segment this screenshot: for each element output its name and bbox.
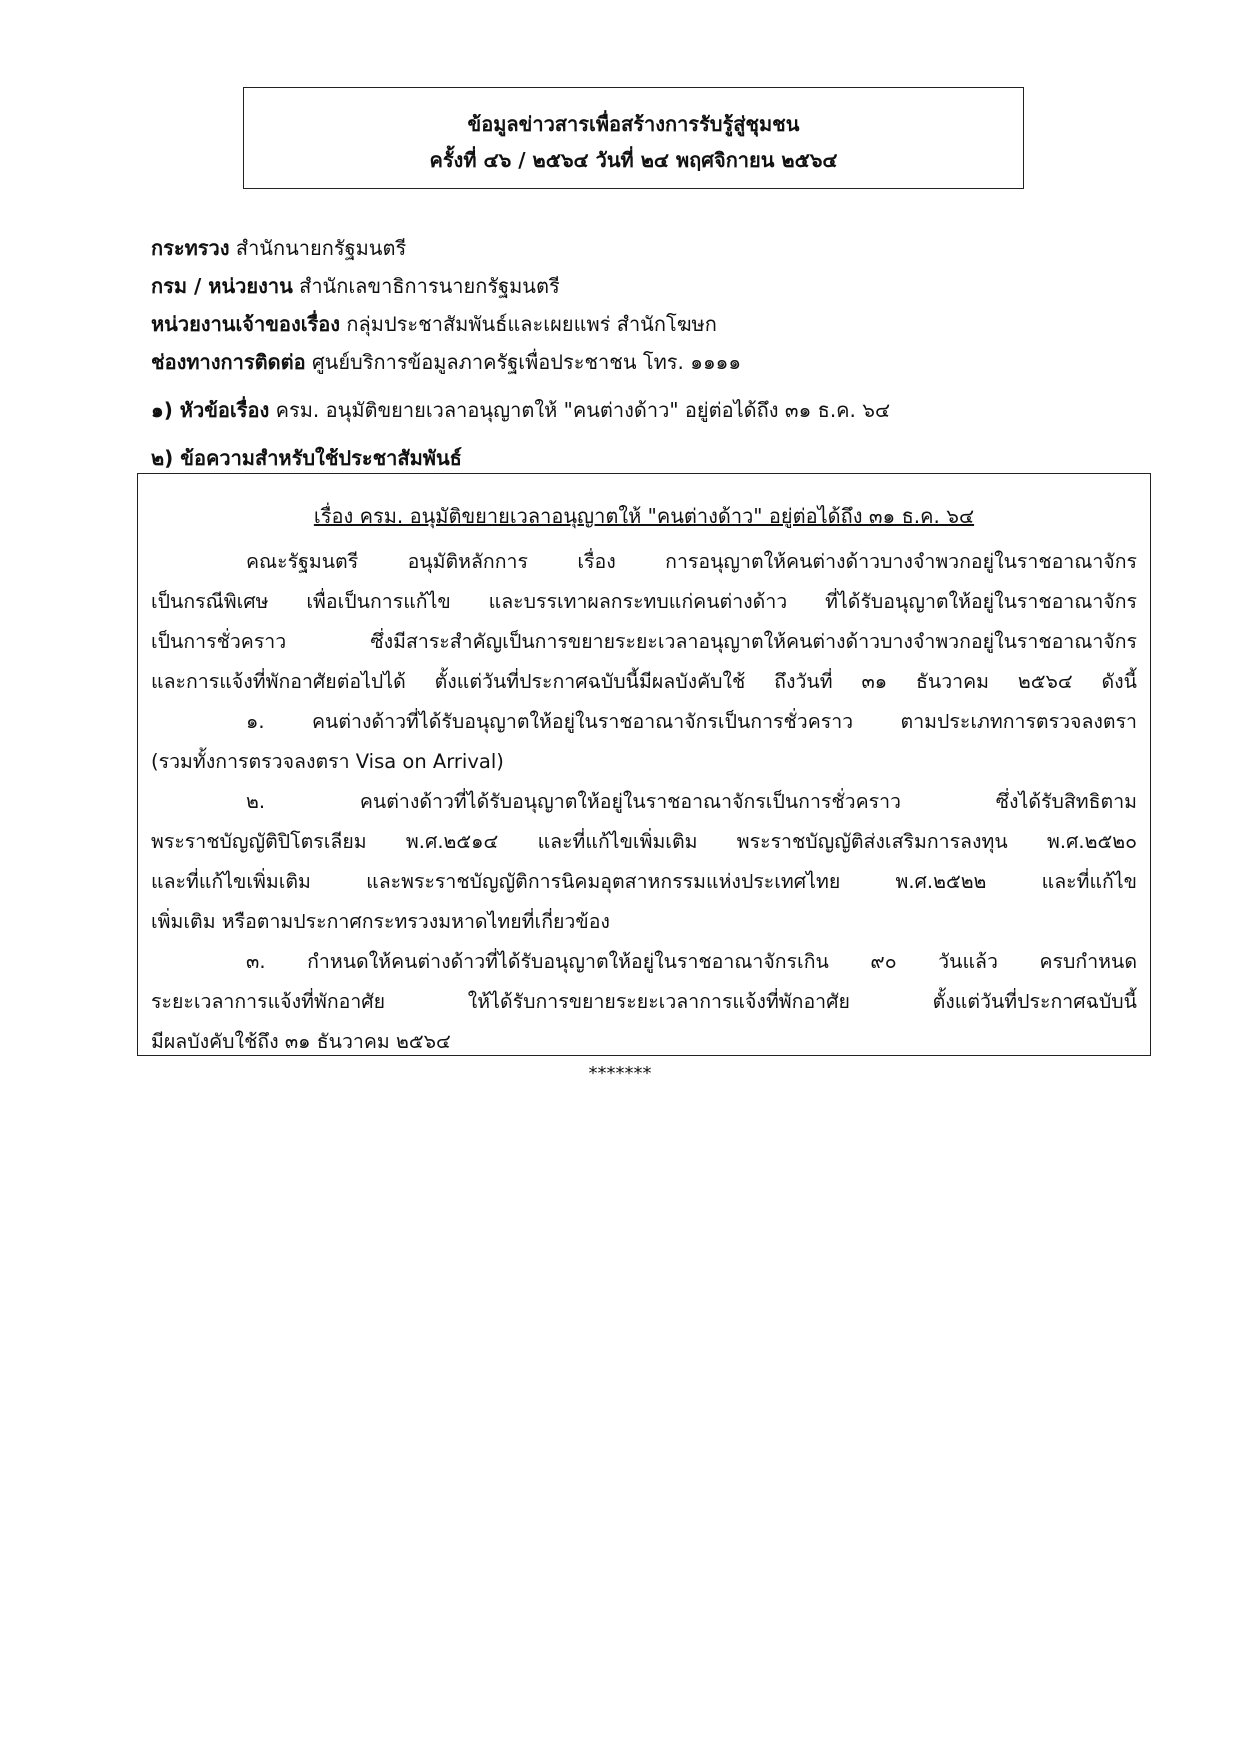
content-line: มีผลบังคับใช้ถึง ๓๑ ธันวาคม ๒๕๖๔ bbox=[151, 1030, 451, 1053]
pr-section-heading bbox=[151, 442, 462, 474]
topic-label: ๑) หัวข้อเรื่อง bbox=[151, 398, 270, 422]
pr-section-label: ๒) ข้อความสำหรับใช้ประชาสัมพันธ์ bbox=[151, 446, 462, 470]
owner-line bbox=[151, 308, 717, 340]
contact-value: ศูนย์บริการข้อมูลภาครัฐเพื่อประชาชน โทร. ๑๑๑๑ bbox=[305, 350, 742, 374]
department-value: สำนักเลขาธิการนายกรัฐมนตรี bbox=[292, 274, 560, 298]
footer-separator: ******* bbox=[588, 1063, 652, 1084]
topic-value: ครม. อนุมัติขยายเวลาอนุญาตให้ "คนต่างด้าว" อยู่ต่อได้ถึง ๓๑ ธ.ค. ๖๔ bbox=[269, 398, 891, 422]
ministry-line bbox=[151, 232, 406, 264]
content-line: พระราชบัญญัติปิโตรเลียม พ.ศ.๒๕๑๔ และที่แก้ไขเพิ่มเติม พระราชบัญญัติส่งเสริมการลงทุน พ.ศ.๒๕๒๐ bbox=[151, 830, 1137, 853]
content-line: ๒. คนต่างด้าวที่ได้รับอนุญาตให้อยู่ในราชอาณาจักรเป็นการชั่วคราว ซึ่งได้รับสิทธิตาม bbox=[246, 790, 1137, 813]
content-line: และที่แก้ไขเพิ่มเติม และพระราชบัญญัติการนิคมอุตสาหกรรมแห่งประเทศไทย พ.ศ.๒๕๒๒ และที่แก้ไข bbox=[151, 870, 1137, 893]
contact-label: ช่องทางการติดต่อ bbox=[151, 350, 306, 374]
department-line bbox=[151, 270, 560, 302]
contact-line bbox=[151, 346, 741, 378]
owner-value: กลุ่มประชาสัมพันธ์และเผยแพร่ สำนักโฆษก bbox=[340, 312, 717, 336]
header-box bbox=[243, 87, 1024, 189]
pr-content-box bbox=[137, 473, 1151, 1056]
content-line: (รวมทั้งการตรวจลงตรา Visa on Arrival) bbox=[151, 750, 504, 773]
content-line: ๓. กำหนดให้คนต่างด้าวที่ได้รับอนุญาตให้อยู่ในราชอาณาจักรเกิน ๙๐ วันแล้ว ครบกำหนด bbox=[246, 950, 1137, 973]
topic-line bbox=[151, 394, 890, 426]
content-line: เป็นกรณีพิเศษ เพื่อเป็นการแก้ไข และบรรเทาผลกระทบแก่คนต่างด้าว ที่ได้รับอนุญาตให้อยู่ในราชอาณาจักร bbox=[151, 590, 1137, 613]
content-line: ระยะเวลาการแจ้งที่พักอาศัย ให้ได้รับการขยายระยะเวลาการแจ้งที่พักอาศัย ตั้งแต่วันที่ประกาศฉบับนี้ bbox=[151, 990, 1137, 1013]
ministry-label: กระทรวง bbox=[151, 236, 230, 260]
content-line: เพิ่มเติม หรือตามประกาศกระทรวงมหาดไทยที่เกี่ยวข้อง bbox=[151, 910, 610, 933]
content-line: คณะรัฐมนตรี อนุมัติหลักการ เรื่อง การอนุญาตให้คนต่างด้าวบางจำพวกอยู่ในราชอาณาจักร bbox=[246, 550, 1137, 573]
issue-line: ครั้งที่ ๔๖ / ๒๕๖๔ วันที่ ๒๔ พฤศจิกายน ๒๕๖๔ bbox=[429, 148, 838, 172]
department-label: กรม / หน่วยงาน bbox=[151, 274, 293, 298]
content-line: ๑. คนต่างด้าวที่ได้รับอนุญาตให้อยู่ในราชอาณาจักรเป็นการชั่วคราว ตามประเภทการตรวจลงตรา bbox=[246, 710, 1137, 733]
ministry-value: สำนักนายกรัฐมนตรี bbox=[229, 236, 407, 260]
owner-label: หน่วยงานเจ้าของเรื่อง bbox=[151, 312, 341, 336]
content-subject: เรื่อง ครม. อนุมัติขยายเวลาอนุญาตให้ "คนต่างด้าว" อยู่ต่อได้ถึง ๓๑ ธ.ค. ๖๔ bbox=[313, 504, 975, 528]
content-line: เป็นการชั่วคราว ซึ่งมีสาระสำคัญเป็นการขยายระยะเวลาอนุญาตให้คนต่างด้าวบางจำพวกอยู่ในราชอาณาจักร bbox=[151, 630, 1137, 653]
document-title: ข้อมูลข่าวสารเพื่อสร้างการรับรู้สู่ชุมชน bbox=[467, 112, 800, 136]
content-line: และการแจ้งที่พักอาศัยต่อไปได้ ตั้งแต่วันที่ประกาศฉบับนี้มีผลบังคับใช้ ถึงวันที่ ๓๑ ธันวาคม ๒๕๖๔ ดังนี้ bbox=[151, 670, 1137, 693]
